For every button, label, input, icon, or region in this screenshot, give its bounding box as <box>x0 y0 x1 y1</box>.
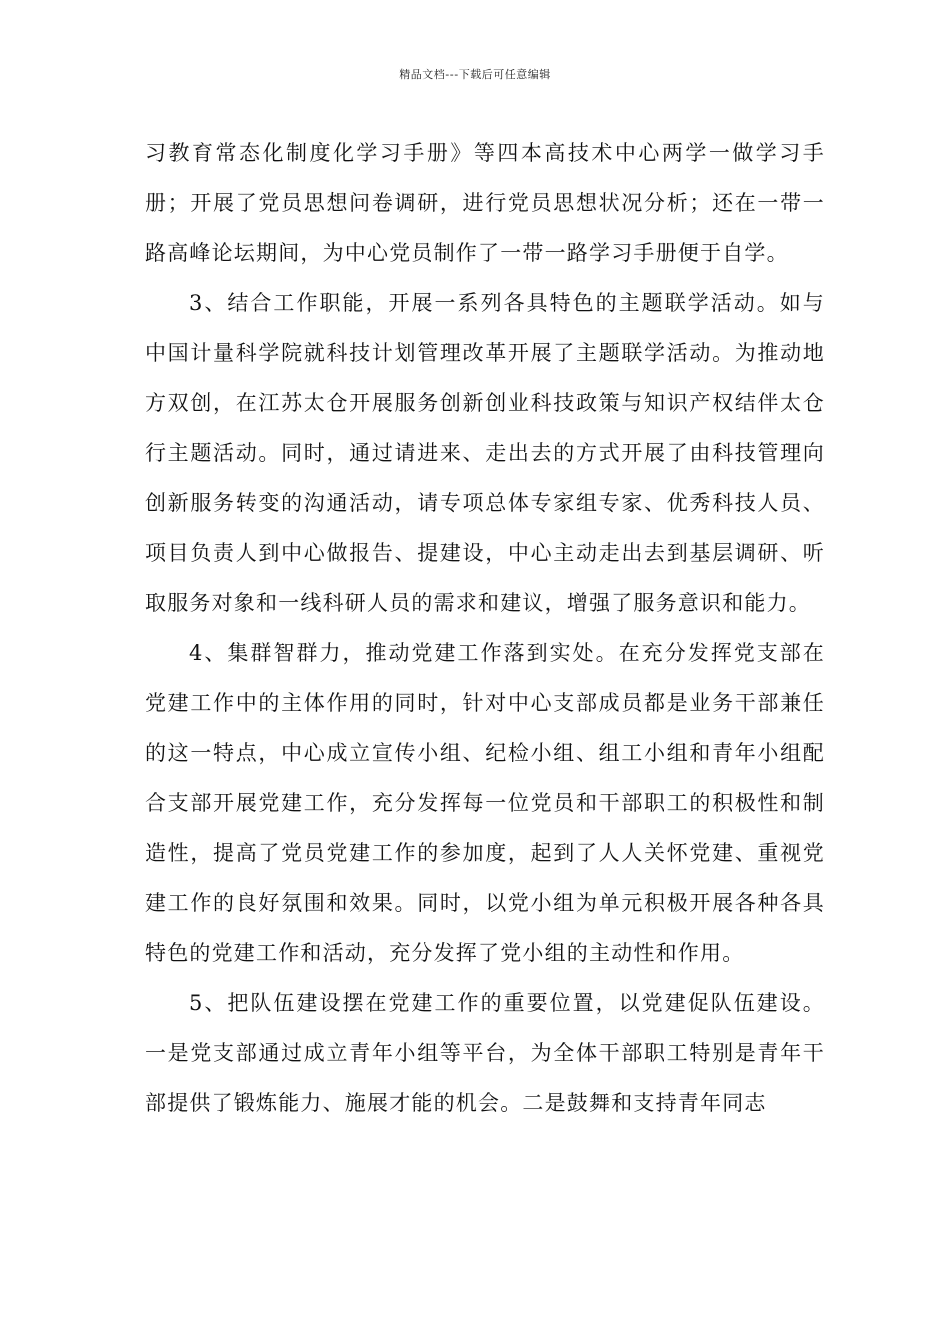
page-header: 精品文档---下载后可任意编辑 <box>399 68 551 81</box>
document-body <box>145 128 825 1128</box>
paragraph-1: 习教育常态化制度化学习手册》等四本高技术中心两学一做学习手册；开展了党员思想问卷调研，进行党员思想状况分析；还在一带一路高峰论坛期间，为中心党员制作了一带一路学习手册便于自学。 <box>145 141 825 265</box>
paragraph-3: 4、集群智群力，推动党建工作落到实处。在充分发挥党支部在党建工作中的主体作用的同时，针对中心支部成员都是业务干部兼任的这一特点，中心成立宣传小组、纪检小组、组工小组和青年小组配合支部开展党建工作，充分发挥每一位党员和干部职工的积极性和制造性，提高了党员党建工作的参加度，起到了人人关怀党建、重视党建工作的良好氛围和效果。同时，以党小组为单元积极开展各种各具特色的党建工作和活动，充分发挥了党小组的主动性和作用。 <box>145 641 825 965</box>
paragraph-4: 5、把队伍建设摆在党建工作的重要位置，以党建促队伍建设。一是党支部通过成立青年小组等平台，为全体干部职工特别是青年干部提供了锻炼能力、施展才能的机会。二是鼓舞和支持青年同志 <box>145 991 825 1115</box>
paragraph-2: 3、结合工作职能，开展一系列各具特色的主题联学活动。如与中国计量科学院就科技计划管理改革开展了主题联学活动。为推动地方双创，在江苏太仓开展服务创新创业科技政策与知识产权结伴太仓行主题活动。同时，通过请进来、走出去的方式开展了由科技管理向创新服务转变的沟通活动，请专项总体专家组专家、优秀科技人员、项目负责人到中心做报告、提建设，中心主动走出去到基层调研、听取服务对象和一线科研人员的需求和建议，增强了服务意识和能力。 <box>145 291 825 615</box>
